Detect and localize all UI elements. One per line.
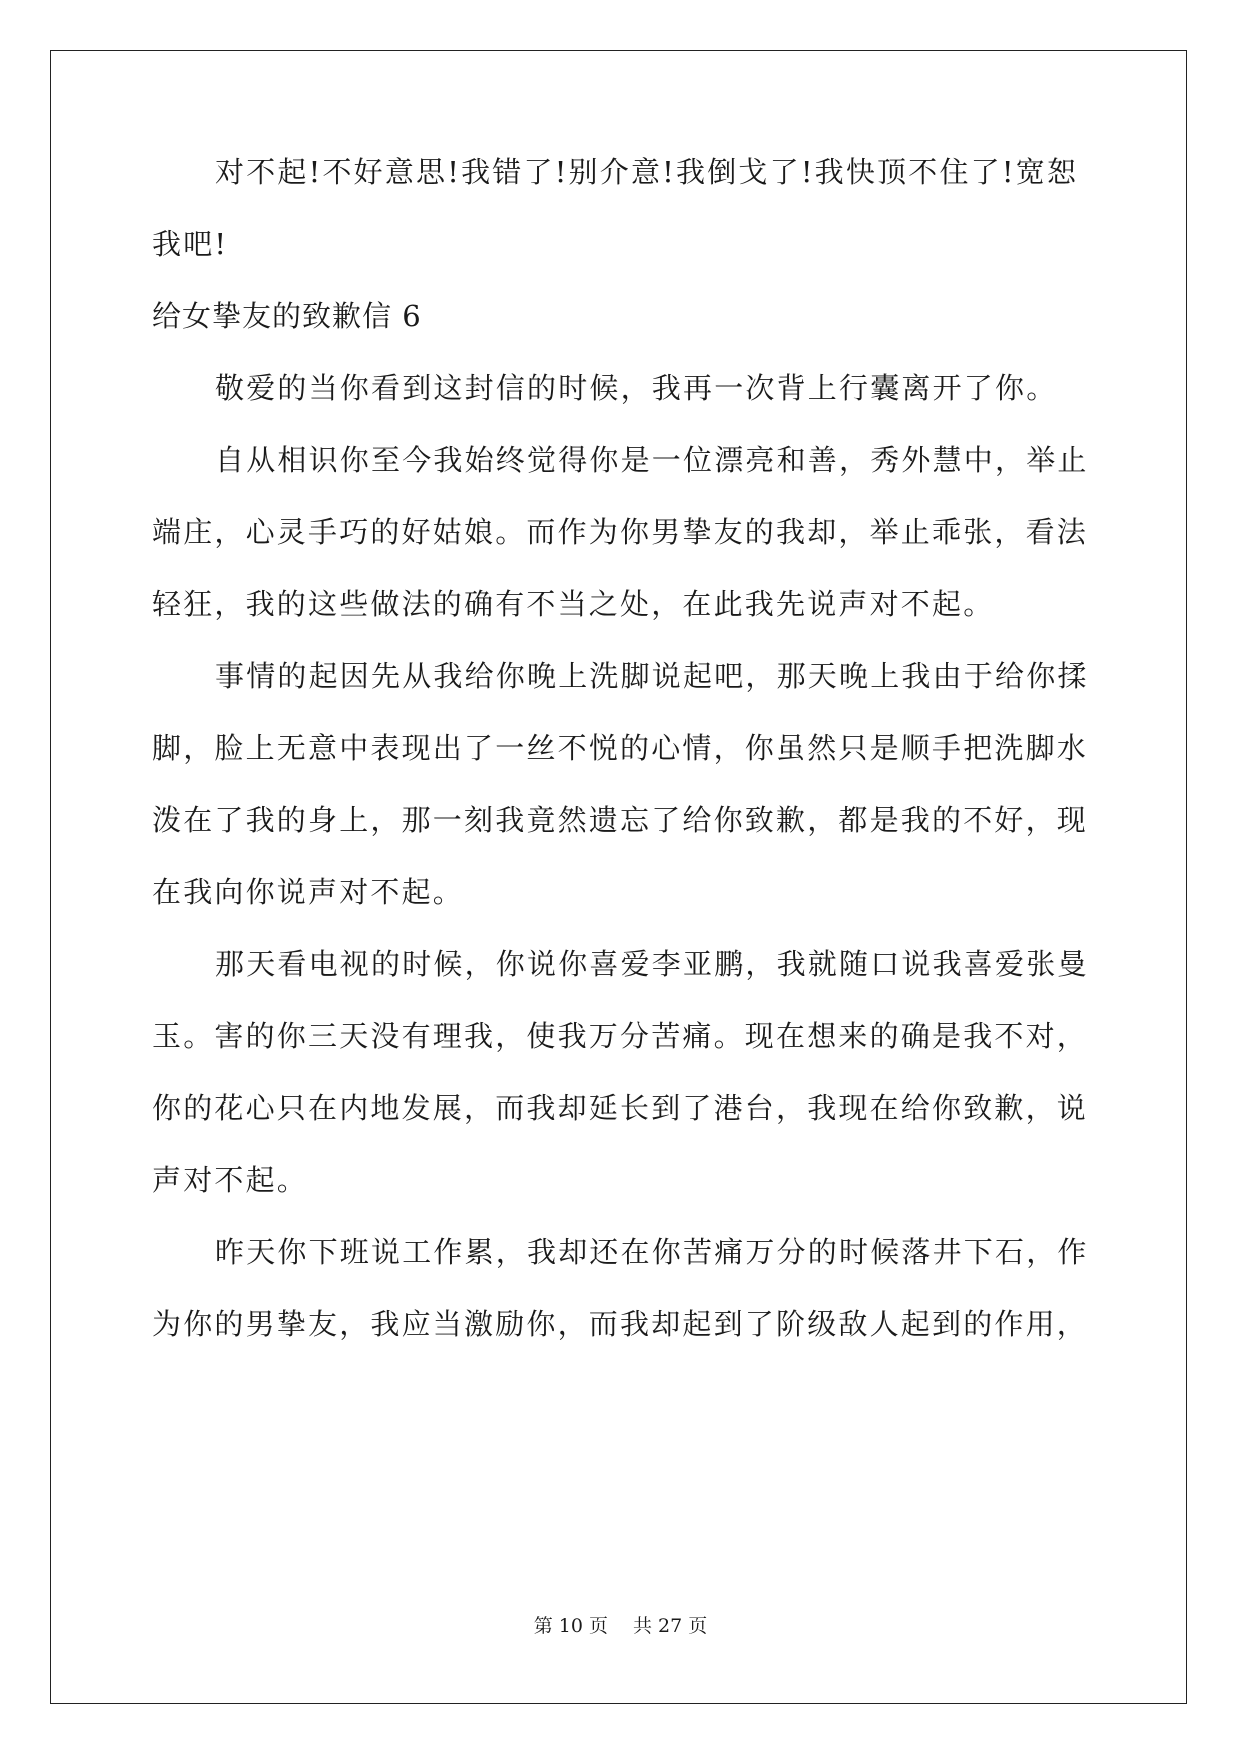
paragraph-line: 敬爱的当你看到这封信的时候，我再一次背上行囊离开了你。 bbox=[215, 371, 1058, 405]
paragraph-line: 在我向你说声对不起。 bbox=[152, 875, 465, 909]
paragraph-line: 脚，脸上无意中表现出了一丝不悦的心情，你虽然只是顺手把洗脚水 bbox=[152, 731, 1089, 765]
paragraph-line: 端庄，心灵手巧的好姑娘。而作为你男挚友的我却，举止乖张，看法 bbox=[152, 515, 1089, 549]
paragraph-line: 声对不起。 bbox=[152, 1163, 309, 1197]
paragraph-line: 玉。害的你三天没有理我，使我万分苦痛。现在想来的确是我不对， bbox=[152, 1019, 1089, 1053]
paragraph-line: 对不起!不好意思!我错了!别介意!我倒戈了!我快顶不住了!宽恕 bbox=[215, 155, 1079, 189]
paragraph-line: 事情的起因先从我给你晚上洗脚说起吧，那天晚上我由于给你揉 bbox=[215, 659, 1089, 693]
paragraph-line: 泼在了我的身上，那一刻我竟然遗忘了给你致歉，都是我的不好，现 bbox=[152, 803, 1089, 837]
paragraph-line: 为你的男挚友，我应当激励你，而我却起到了阶级敌人起到的作用， bbox=[152, 1307, 1089, 1341]
section-heading: 给女挚友的致歉信 6 bbox=[152, 299, 422, 333]
paragraph-line: 那天看电视的时候，你说你喜爱李亚鹏，我就随口说我喜爱张曼 bbox=[215, 947, 1089, 981]
paragraph-line: 昨天你下班说工作累，我却还在你苦痛万分的时候落井下石，作 bbox=[215, 1235, 1089, 1269]
page-footer: 第 10 页 共 27 页 bbox=[533, 1615, 708, 1637]
paragraph-line: 你的花心只在内地发展，而我却延长到了港台，我现在给你致歉，说 bbox=[152, 1091, 1089, 1125]
paragraph-line: 我吧! bbox=[152, 227, 229, 261]
paragraph-line: 轻狂，我的这些做法的确有不当之处，在此我先说声对不起。 bbox=[152, 587, 995, 621]
paragraph-line: 自从相识你至今我始终觉得你是一位漂亮和善，秀外慧中，举止 bbox=[215, 443, 1089, 477]
